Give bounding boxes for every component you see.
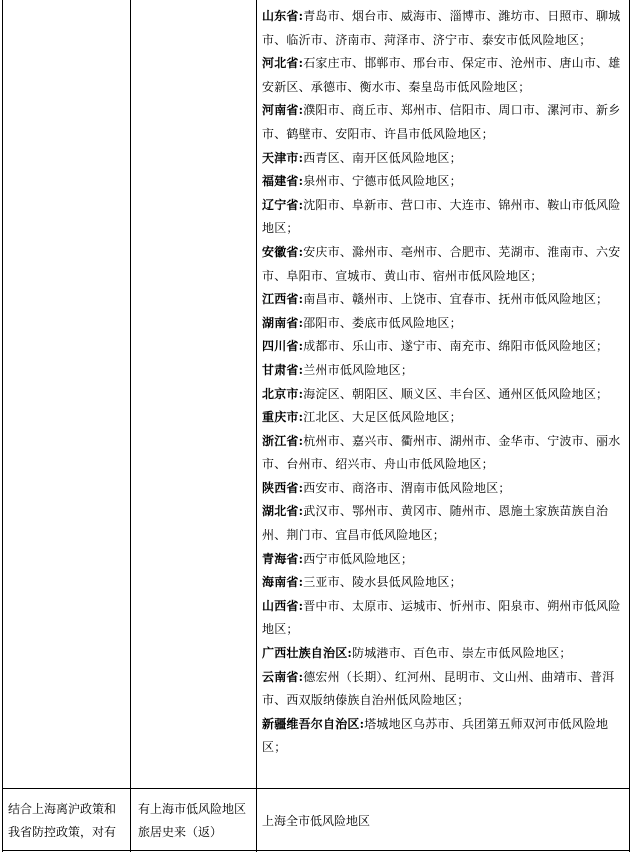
region-entry <box>262 406 626 430</box>
city-list: 海淀区、朝阳区、顺义区、丰台区、通州区低风险地区； <box>303 386 609 401</box>
table-border-bottom <box>2 850 630 851</box>
region-entry <box>262 312 626 336</box>
city-list: 晋中市、太原市、运城市、忻州市、阳泉市、朔州市低风险地区； <box>262 598 621 637</box>
row-divider <box>2 788 630 789</box>
province-name: 河北省: <box>262 56 304 71</box>
region-entry <box>262 642 626 666</box>
province-name: 浙江省: <box>262 433 304 448</box>
city-list: 武汉市、鄂州市、黄冈市、随州市、恩施土家族苗族自治州、荆门市、宜昌市低风险地区； <box>262 504 609 543</box>
city-list: 安庆市、滁州市、亳州市、合肥市、芜湖市、淮南市、六安市、阜阳市、宣城市、黄山市、宿州市低风险地区； <box>262 244 621 283</box>
city-list: 西安市、商洛市、渭南市低风险地区； <box>303 480 511 495</box>
city-list: 西青区、南开区低风险地区； <box>303 150 462 165</box>
region-entry <box>262 383 626 407</box>
table-divider-col2 <box>256 0 257 852</box>
region-entry <box>262 666 626 713</box>
region-entry <box>262 359 626 383</box>
table-border-right <box>629 0 630 852</box>
province-name: 天津市: <box>262 150 304 165</box>
province-name: 云南省: <box>262 669 304 684</box>
travel-history-cell: 有上海市低风险地区旅居史来（返） <box>138 802 247 839</box>
region-entry <box>262 500 626 547</box>
city-list: 青岛市、烟台市、威海市、淄博市、潍坊市、日照市、聊城市、临沂市、济南市、菏泽市、济宁市、泰安市低风险地区； <box>262 9 621 47</box>
region-entry <box>262 288 626 312</box>
region-entry <box>262 5 626 52</box>
region-entry <box>262 335 626 359</box>
region-entry <box>262 241 626 288</box>
province-name: 山东省: <box>262 9 304 23</box>
region-entry <box>262 713 626 760</box>
province-name: 陕西省: <box>262 480 304 495</box>
province-name: 青海省: <box>262 551 304 566</box>
city-list: 塔城地区乌苏市、兵团第五师双河市低风险地区； <box>262 716 609 755</box>
region-entry <box>262 595 626 642</box>
province-name: 福建省: <box>262 174 304 189</box>
region-entry <box>262 477 626 501</box>
table-divider-col1 <box>130 0 131 852</box>
province-name: 江西省: <box>262 292 304 307</box>
region-entry <box>262 194 626 241</box>
province-name: 湖北省: <box>262 504 304 519</box>
province-name: 北京市: <box>262 386 304 401</box>
low-risk-region-list <box>262 5 626 760</box>
city-list: 沈阳市、阜新市、营口市、大连市、锦州市、鞍山市低风险地区； <box>262 197 621 236</box>
city-list: 德宏州（长期）、红河州、昆明市、文山州、曲靖市、普洱市、西双版纳傣族自治州低风险地区； <box>262 669 615 708</box>
province-name: 河南省: <box>262 103 304 118</box>
province-name: 甘肃省: <box>262 362 304 377</box>
region-entry <box>262 170 626 194</box>
region-entry <box>262 571 626 595</box>
region-entry <box>262 548 626 572</box>
table-border-left <box>2 0 3 852</box>
city-list: 泉州市、宁德市低风险地区； <box>303 174 462 189</box>
city-list: 南昌市、赣州市、上饶市、宜春市、抚州市低风险地区； <box>303 292 609 307</box>
province-name: 辽宁省: <box>262 197 304 212</box>
city-list: 兰州市低风险地区； <box>303 362 414 377</box>
city-list: 西宁市低风险地区； <box>303 551 414 566</box>
city-list: 成都市、乐山市、遂宁市、南充市、绵阳市低风险地区； <box>303 339 609 354</box>
city-list: 邵阳市、娄底市低风险地区； <box>303 315 462 330</box>
province-name: 湖南省: <box>262 315 304 330</box>
province-name: 安徽省: <box>262 244 304 259</box>
city-list: 防城港市、百色市、崇左市低风险地区； <box>352 646 572 661</box>
city-list: 三亚市、陵水县低风险地区； <box>303 575 462 590</box>
province-name: 山西省: <box>262 598 304 613</box>
city-list: 杭州市、嘉兴市、衢州市、湖州市、金华市、宁波市、丽水市、台州市、绍兴市、舟山市低风险地区； <box>262 433 621 472</box>
city-list: 江北区、大足区低风险地区； <box>303 410 462 425</box>
province-name: 重庆市: <box>262 410 304 425</box>
region-entry <box>262 99 626 146</box>
policy-description-cell: 结合上海离沪政策和我省防控政策，对有 <box>8 802 117 839</box>
region-entry <box>262 52 626 99</box>
province-name: 广西壮族自治区: <box>262 646 353 661</box>
region-entry <box>262 147 626 171</box>
province-name: 海南省: <box>262 575 304 590</box>
province-name: 新疆维吾尔自治区: <box>262 716 365 731</box>
province-name: 四川省: <box>262 339 304 354</box>
city-list: 石家庄市、邯郸市、邢台市、保定市、沧州市、唐山市、雄安新区、承德市、衡水市、秦皇岛市低风险地区； <box>262 56 621 94</box>
shanghai-low-risk-cell: 上海全市低风险地区 <box>262 814 371 828</box>
region-entry <box>262 430 626 477</box>
city-list: 濮阳市、商丘市、郑州市、信阳市、周口市、漯河市、新乡市、鹤壁市、安阳市、许昌市低风险地区； <box>262 103 621 141</box>
